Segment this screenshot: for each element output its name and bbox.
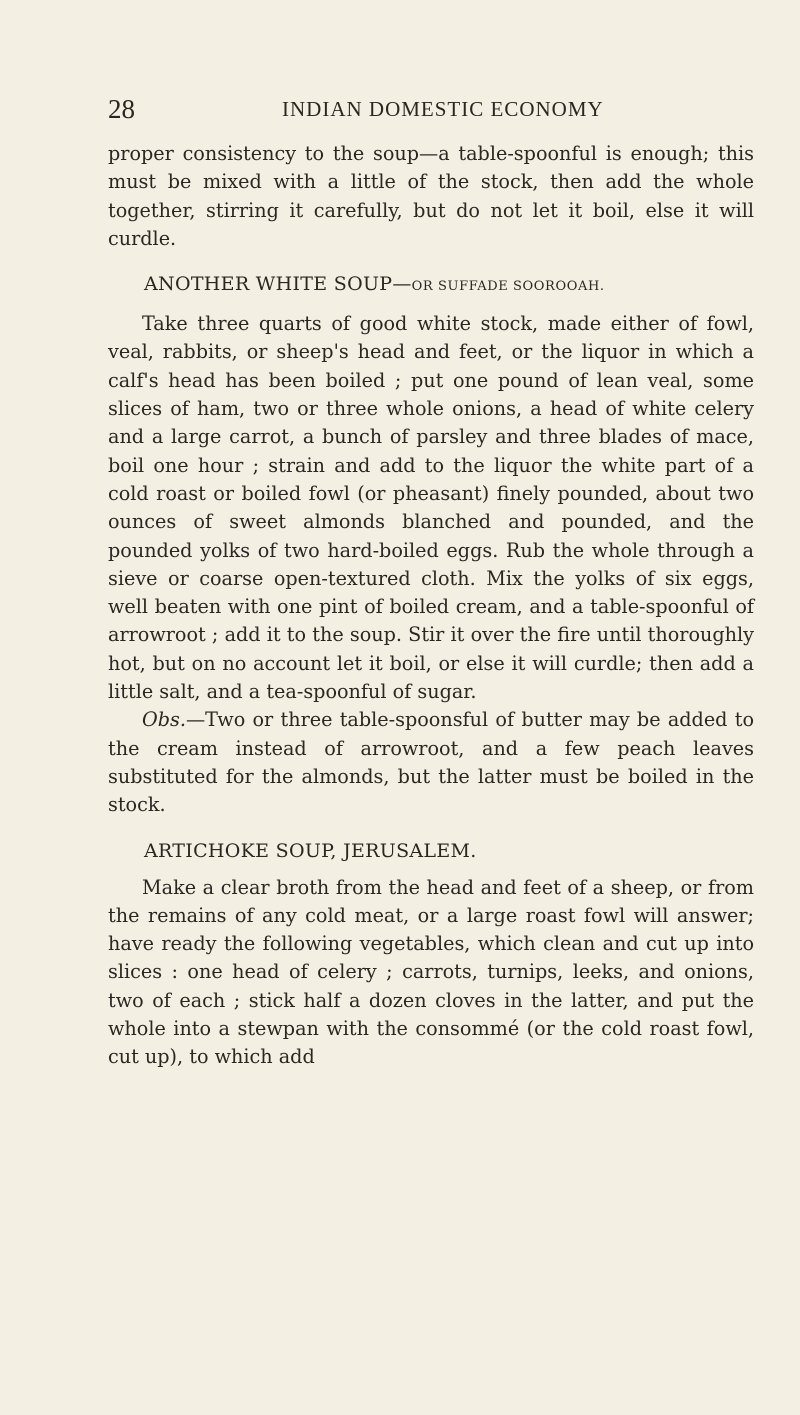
continued-paragraph: proper consistency to the soup—a table-spoonful is enough; this must be mixed with a little of the stock, then add the whole together, stirring it carefully, but do not let it boil, else it will curdle. — [108, 142, 754, 250]
section-heading-another-white-soup — [108, 272, 754, 299]
running-head: INDIAN DOMESTIC ECONOMY — [282, 97, 604, 121]
page-header — [108, 94, 748, 126]
obs-text: —Two or three table-spoonsful of butter may be added to the cream instead of arrowroot, and a few peach leaves substituted for the almonds, but the latter must be boiled in the stock. — [108, 708, 754, 817]
obs-paragraph — [108, 706, 754, 819]
section-heading-main: ARTICHOKE SOUP, JERUSALEM. — [144, 839, 477, 862]
recipe-paragraph-artichoke-soup: Make a clear broth from the head and feet of a sheep, or from the remains of any cold meat, or a large roast fowl will answer; have ready the following vegetables, which clean and cut up into slices : one head of celery ; carrots, turnips, leeks, and onions, two of each ; stick half a dozen cloves in the latter, and put the whole into a stewpan with the consommé (or the cold roast fowl, cut up), to which add — [108, 875, 754, 1069]
recipe-paragraph-white-soup: Take three quarts of good white stock, made either of fowl, veal, rabbits, or sheep's head and feet, or the liquor in which a calf's head has been boiled ; put one pound of lean veal, some slices of ham, two or three whole onions, a head of white celery and a large carrot, a bunch of parsley and three blades of mace, boil one hour ; strain and add to the liquor the white part of a cold roast or boiled fowl (or pheasant) finely pounded, about two ounces of sweet almonds blanched and pounded, and the pounded yolks of two hard-boiled eggs. Rub the whole through a sieve or coarse open-textured cloth. Mix the yolks of six eggs, well beaten with one pint of boiled cream, and a table-spoonful of arrowroot ; add it to the soup. Stir it over the fire until thoroughly hot, but on no account let it boil, or else it will curdle; then add a little salt, and a tea-spoonful of sugar. — [108, 312, 754, 704]
obs-label: Obs. — [142, 708, 186, 732]
section-heading-subtitle: OR SUFFADE SOOROOAH. — [411, 279, 605, 295]
body-text — [108, 140, 754, 1072]
page-number: 28 — [108, 94, 135, 124]
section-heading-main: ANOTHER WHITE SOUP— — [144, 273, 412, 296]
section-heading-artichoke-soup — [108, 839, 754, 863]
